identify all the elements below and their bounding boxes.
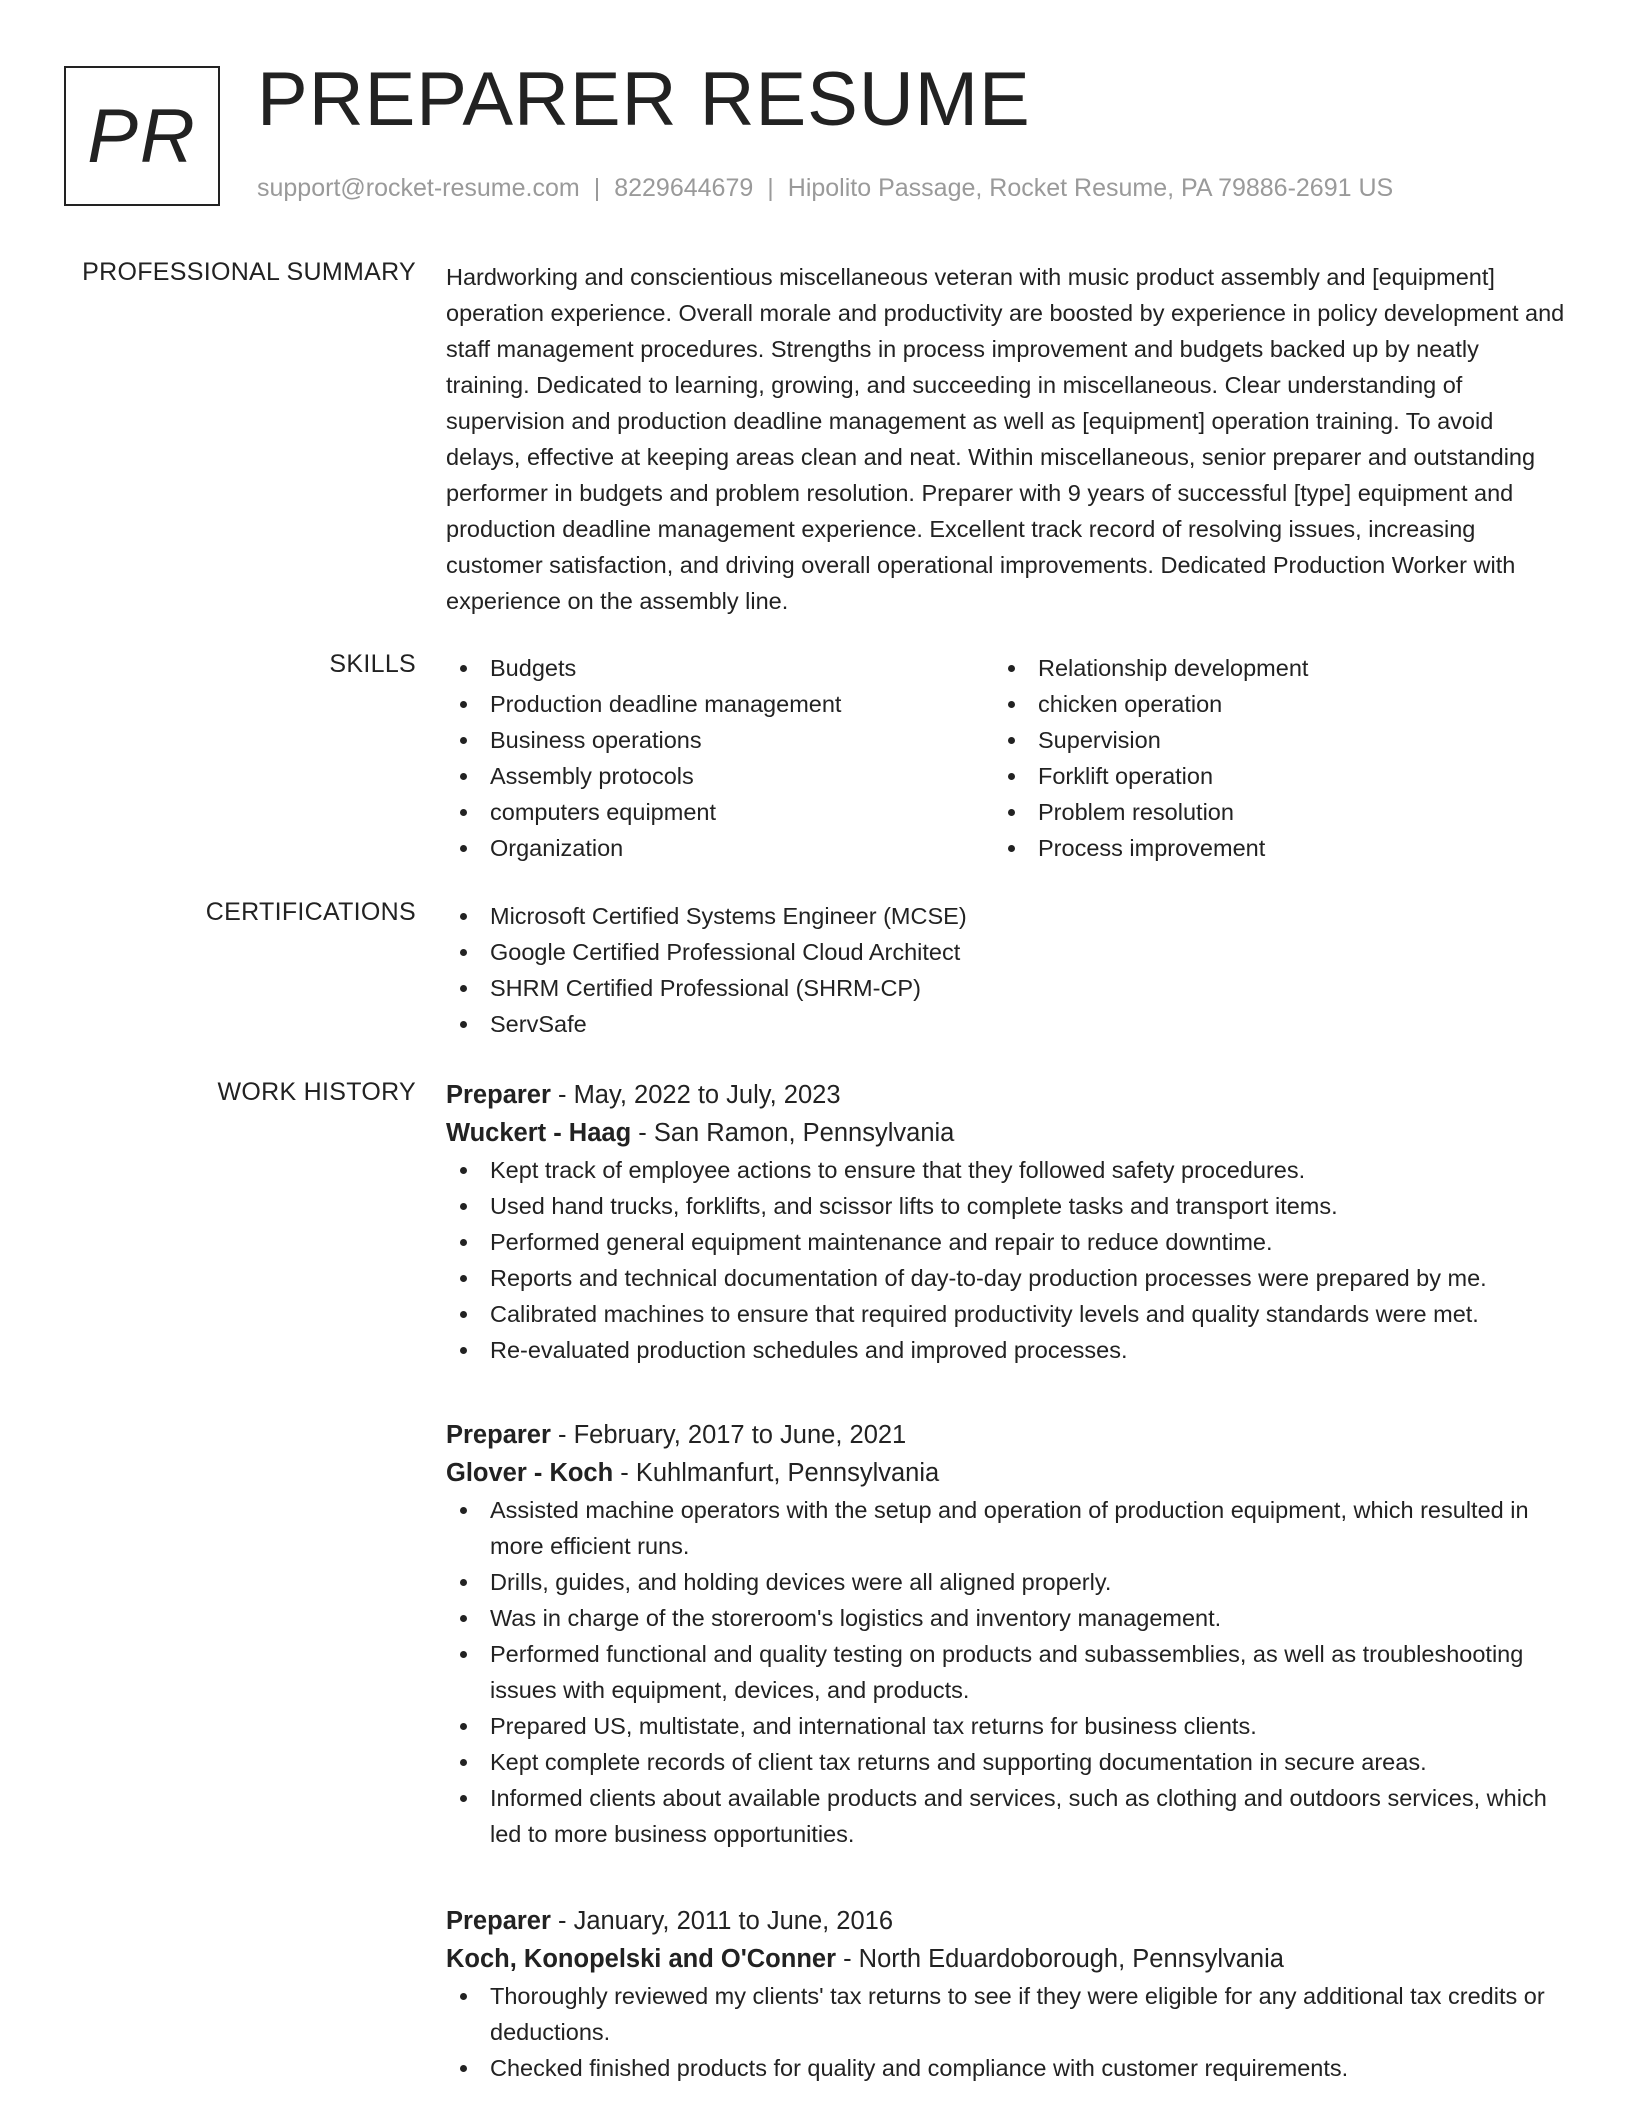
- certifications-list: [446, 898, 1568, 1042]
- job-location: - North Eduardoborough, Pennsylvania: [836, 1945, 1284, 1973]
- contact-line: [257, 174, 1393, 203]
- job-company: Glover - Koch: [446, 1459, 614, 1487]
- contact-separator: |: [767, 174, 774, 202]
- job-location: - San Ramon, Pennsylvania: [631, 1119, 955, 1147]
- job-duty: Used hand trucks, forklifts, and scissor lifts to complete tasks and transport items.: [446, 1188, 1568, 1224]
- job-entry: [446, 1902, 1568, 2086]
- job-duty: Informed clients about available products and services, such as clothing and outdoors services, which led to more business opportunities.: [446, 1780, 1568, 1852]
- job-duty: Was in charge of the storeroom's logistics and inventory management.: [446, 1600, 1568, 1636]
- skill-item: Process improvement: [994, 830, 1542, 866]
- summary-text: Hardworking and conscientious miscellaneous veteran with music product assembly and [equipment] operation experience. Overall morale and productivity are boosted by experience in policy development and staff management procedures. Strengths in process improvement and budgets backed up by neatly training. Dedicated to learning, growing, and succeeding in miscellaneous. Clear understanding of supervision and production deadline management as well as [equipment] operation training. To avoid delays, effective at keeping areas clean and neat. Within miscellaneous, senior preparer and outstanding performer in budgets and problem resolution. Preparer with 9 years of successful [type] equipment and production deadline management experience. Excellent track record of resolving issues, increasing customer satisfaction, and driving overall operational improvements. Dedicated Production Worker with experience on the assembly line.: [446, 264, 1565, 614]
- skill-item: Production deadline management: [446, 686, 994, 722]
- job-dates: - February, 2017 to June, 2021: [550, 1421, 907, 1449]
- contact-email: support@rocket-resume.com: [257, 174, 580, 202]
- certification-item: ServSafe: [446, 1006, 1568, 1042]
- job-role: Preparer: [446, 1421, 551, 1449]
- skill-item: Relationship development: [994, 650, 1542, 686]
- job-entry: [446, 1076, 1568, 1368]
- job-dates: - May, 2022 to July, 2023: [550, 1081, 841, 1109]
- job-role: Preparer: [446, 1081, 551, 1109]
- page-title: PREPARER RESUME: [257, 57, 1031, 142]
- summary-heading: PROFESSIONAL SUMMARY: [82, 258, 416, 286]
- job-duties-list: [446, 1492, 1568, 1852]
- skill-item: Budgets: [446, 650, 994, 686]
- job-duty: Thoroughly reviewed my clients' tax returns to see if they were eligible for any additional tax credits or deductions.: [446, 1978, 1568, 2050]
- job-company-line: [446, 1454, 1568, 1492]
- work-history-body: [446, 1076, 1568, 2116]
- skills-list-right: [994, 650, 1542, 866]
- job-entry: [446, 1416, 1568, 1852]
- contact-separator: |: [593, 174, 601, 202]
- job-duties-list: [446, 1152, 1568, 1368]
- skill-item: chicken operation: [994, 686, 1542, 722]
- skill-item: Organization: [446, 830, 994, 866]
- job-duty: Drills, guides, and holding devices were all aligned properly.: [446, 1564, 1568, 1600]
- skills-list-left: [446, 650, 994, 866]
- job-duty: Kept track of employee actions to ensure that they followed safety procedures.: [446, 1152, 1568, 1188]
- job-company: Koch, Konopelski and O'Conner: [446, 1945, 837, 1973]
- job-duty: Assisted machine operators with the setup and operation of production equipment, which resulted in more efficient runs.: [446, 1492, 1568, 1564]
- job-duties-list: [446, 1978, 1568, 2086]
- certifications-body: [446, 898, 1568, 1042]
- skills-heading: SKILLS: [329, 650, 416, 678]
- job-title-line: [446, 1902, 1568, 1940]
- job-duty: Performed general equipment maintenance and repair to reduce downtime.: [446, 1224, 1568, 1260]
- job-title-line: [446, 1416, 1568, 1454]
- skill-item: computers equipment: [446, 794, 994, 830]
- job-duty: Reports and technical documentation of day-to-day production processes were prepared by me.: [446, 1260, 1568, 1296]
- job-duty: Performed functional and quality testing on products and subassemblies, as well as troubleshooting issues with equipment, devices, and products.: [446, 1636, 1568, 1708]
- certification-item: Microsoft Certified Systems Engineer (MCSE): [446, 898, 1568, 934]
- contact-phone: 8229644679: [614, 174, 754, 202]
- job-duty: Prepared US, multistate, and international tax returns for business clients.: [446, 1708, 1568, 1744]
- job-duty: Re-evaluated production schedules and improved processes.: [446, 1332, 1568, 1368]
- certification-item: SHRM Certified Professional (SHRM-CP): [446, 970, 1568, 1006]
- summary-body: [446, 259, 1568, 619]
- skill-item: Forklift operation: [994, 758, 1542, 794]
- job-company-line: [446, 1114, 1568, 1152]
- skills-body: [446, 650, 1568, 866]
- contact-address: Hipolito Passage, Rocket Resume, PA 79886-2691 US: [787, 174, 1394, 202]
- job-duty: Checked finished products for quality and compliance with customer requirements.: [446, 2050, 1568, 2086]
- job-dates: - January, 2011 to June, 2016: [550, 1907, 894, 1935]
- job-duty: Calibrated machines to ensure that required productivity levels and quality standards were met.: [446, 1296, 1568, 1332]
- job-company: Wuckert - Haag: [446, 1119, 632, 1147]
- job-location: - Kuhlmanfurt, Pennsylvania: [613, 1459, 940, 1487]
- job-title-line: [446, 1076, 1568, 1114]
- job-company-line: [446, 1940, 1568, 1978]
- skill-item: Problem resolution: [994, 794, 1542, 830]
- skill-item: Assembly protocols: [446, 758, 994, 794]
- certification-item: Google Certified Professional Cloud Architect: [446, 934, 1568, 970]
- skill-item: Supervision: [994, 722, 1542, 758]
- job-role: Preparer: [446, 1907, 551, 1935]
- work-history-heading: WORK HISTORY: [217, 1078, 416, 1106]
- monogram-logo: PR: [64, 66, 220, 206]
- job-duty: Kept complete records of client tax returns and supporting documentation in secure areas.: [446, 1744, 1568, 1780]
- skill-item: Business operations: [446, 722, 994, 758]
- certifications-heading: CERTIFICATIONS: [205, 898, 416, 926]
